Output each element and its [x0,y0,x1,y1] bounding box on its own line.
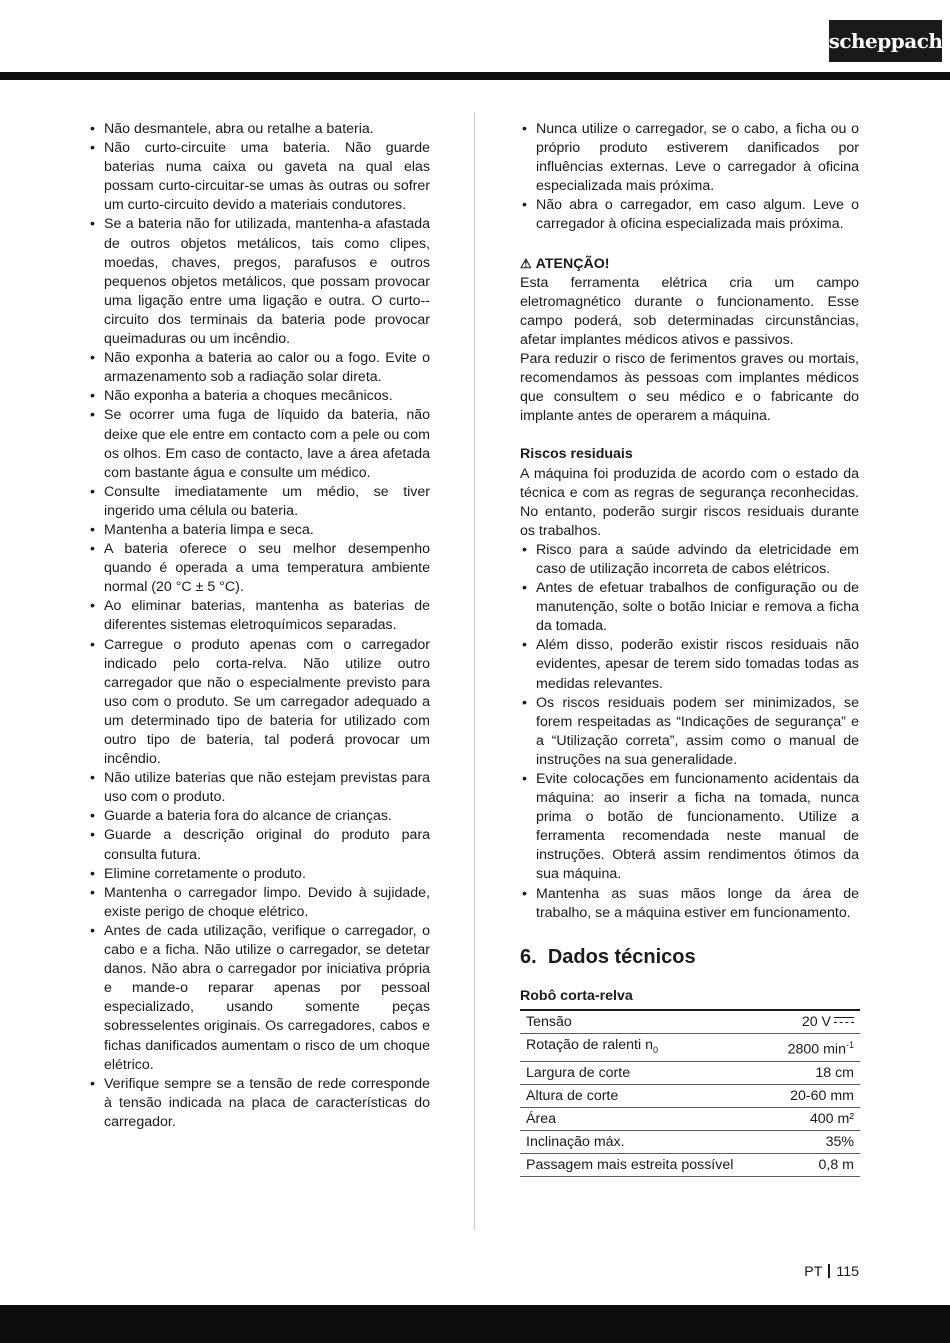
list-item: • Além disso, poderão existir riscos residuais não evidentes, apesar de terem sido tomadas todas as medidas relevantes. [520,636,859,693]
section-title: Dados técnicos [547,945,696,968]
spec-label: Largura de corte [520,1061,770,1084]
footer-bar [0,1305,950,1343]
spec-label: Altura de corte [520,1084,770,1107]
spec-value: 400 m² [770,1107,860,1130]
spec-label: Rotação de ralenti $n_0$ [520,1033,770,1061]
residual-risks-list [520,541,859,923]
list-item: • Não abra o carregador, em caso algum. Leve o carregador à oficina especializada mais próxima. [520,196,859,234]
brand-logo [829,20,942,62]
dc-current-icon [834,1016,854,1026]
spec-label: Tensão [520,1010,770,1034]
list-item: • Antes de efetuar trabalhos de configuração ou de manutenção, solte o botão Iniciar e remova a ficha da tomada. [520,579,859,636]
list-item: • Ao eliminar baterias, mantenha as baterias de diferentes sistemas eletroquímicos separadas. [88,597,430,635]
page-number: 115 [836,1264,859,1280]
residual-risks-heading: Riscos residuais [520,446,633,463]
spec-label: Passagem mais estreita possível [520,1153,770,1176]
list-item: • Verifique sempre se a tensão de rede corresponde à tensão indicada na placa de características do carregador. [88,1075,430,1132]
list-item: • Guarde a descrição original do produto para consulta futura. [88,826,430,864]
column-divider [474,112,475,1230]
footer-separator [828,1264,830,1278]
spec-label: Inclinação máx. [520,1130,770,1153]
language-code: PT [804,1264,823,1280]
header-bar [0,72,950,80]
spec-value: 2800 $\min^{-1}$ [770,1033,860,1061]
spec-value: 20 V [770,1010,860,1034]
list-item: • Mantenha as suas mãos longe da área de trabalho, se a máquina estiver em funcionamento. [520,885,859,923]
residual-risks-intro: A máquina foi produzida de acordo com o estado da técnica e com as regras de segurança reconhecidas. No entanto, poderão surgir riscos residuais durante os trabalhos. [520,465,859,539]
page-footer [804,1264,859,1280]
list-item: • Não exponha a bateria ao calor ou a fogo. Evite o armazenamento sob a radiação solar direta. [88,349,430,387]
list-item: • Se a bateria não for utilizada, mantenha-a afastada de outros objetos metálicos, tais como clipes, moedas, chaves, pregos, parafusos e outros pequenos objetos metálicos, que possam provocar uma ligação entre uma ligação e outra. O curto--circuito dos terminais da bateria pode provocar queimaduras ou um incêndio. [88,215,430,349]
table-row [520,1107,860,1130]
warning-paragraph: Esta ferramenta elétrica cria um campo eletromagnético durante o funcionamento. Esse campo poderá, sob determinadas circunstâncias, afetar implantes médicos ativos e passivos. [520,274,859,348]
section-number: 6. [520,945,537,968]
table-row [520,1033,860,1061]
battery-safety-list [88,120,430,1132]
list-item: • Evite colocações em funcionamento acidentais da máquina: ao inserir a ficha na tomada, nunca prima o botão de funcionamento. Utilize a ferramenta recomendada neste manual de instruções. Obterá assim rendimentos ótimos da sua máquina. [520,770,859,885]
list-item: • Não exponha a bateria a choques mecânicos. [88,387,430,406]
list-item: • Mantenha o carregador limpo. Devido à sujidade, existe perigo de choque elétrico. [88,884,430,922]
spec-table-title: Robô corta-relva [520,987,633,1004]
list-item: • Carregue o produto apenas com o carregador indicado pelo corta-relva. Não utilize outro carregador que não o especialmente previsto para uso com o produto. Se um carregador adequado a um determinado tipo de bateria for utilizado com outro tipo de bateria, tal poderá provocar um incêndio. [88,636,430,770]
list-item: • Nunca utilize o carregador, se o cabo, a ficha ou o próprio produto estiverem danificados por influências externas. Leve o carregador à oficina especializada mais próxima. [520,120,859,196]
spec-table [520,1009,860,1177]
charger-safety-list [520,120,859,235]
list-item: • Guarde a bateria fora do alcance de crianças. [88,807,430,826]
list-item: • Consulte imediatamente um médio, se tiver ingerido uma célula ou bateria. [88,483,430,521]
left-column [88,120,430,1132]
list-item: • Mantenha a bateria limpa e seca. [88,521,430,540]
list-item: • Não desmantele, abra ou retalhe a bateria. [88,120,430,139]
table-row [520,1153,860,1176]
warning-paragraph: Para reduzir o risco de ferimentos graves ou mortais, recomendamos às pessoas com implantes médicos que consultem o seu médico e o fabricante do implante antes de operarem a máquina. [520,351,859,425]
spec-value: 20-60 mm [770,1084,860,1107]
table-row [520,1084,860,1107]
warning-title: ATENÇÃO! [535,255,610,272]
warning-triangle-icon: ⚠ [520,255,532,271]
spec-value: 18 cm [770,1061,860,1084]
spec-value: 0,8 m [770,1153,860,1176]
list-item: • Se ocorrer uma fuga de líquido da bateria, não deixe que ele entre em contacto com a pele ou com os olhos. Em caso de contacto, lave a área afetada com bastante água e consulte um médico. [88,406,430,482]
right-column [520,120,859,1177]
list-item: • Os riscos residuais podem ser minimizados, se forem respeitadas as “Indicações de segurança” e a “Utilização correta”, assim como o manual de instruções na sua generalidade. [520,694,859,770]
list-item: • A bateria oferece o seu melhor desempenho quando é operada a uma temperatura ambiente normal (20 °C ± 5 °C). [88,540,430,597]
list-item: • Antes de cada utilização, verifique o carregador, o cabo e a ficha. Não utilize o carregador, se detetar danos. Não abra o carregador por iniciativa própria e mande-o reparar apenas por pessoal especializado, usando somente peças sobresselentes originais. Os carregadores, cabos e fichas danificados aumentam o risco de um choque elétrico. [88,922,430,1075]
table-row [520,1061,860,1084]
list-item: • Risco para a saúde advindo da eletricidade em caso de utilização incorreta de cabos elétricos. [520,541,859,579]
spec-label: Área [520,1107,770,1130]
list-item: • Não curto-circuite uma bateria. Não guarde baterias numa caixa ou gaveta na qual elas possam curto-circuitar-se umas às outras ou sofrer um curto-circuito devido a materiais condutores. [88,139,430,215]
table-row [520,1130,860,1153]
list-item: • Elimine corretamente o produto. [88,865,430,884]
table-row [520,1010,860,1034]
list-item: • Não utilize baterias que não estejam previstas para uso com o produto. [88,769,430,807]
section-heading [520,945,859,969]
spec-value: 35% [770,1130,860,1153]
brand-logo-text: scheppach [828,29,943,53]
warning-heading [520,254,859,274]
